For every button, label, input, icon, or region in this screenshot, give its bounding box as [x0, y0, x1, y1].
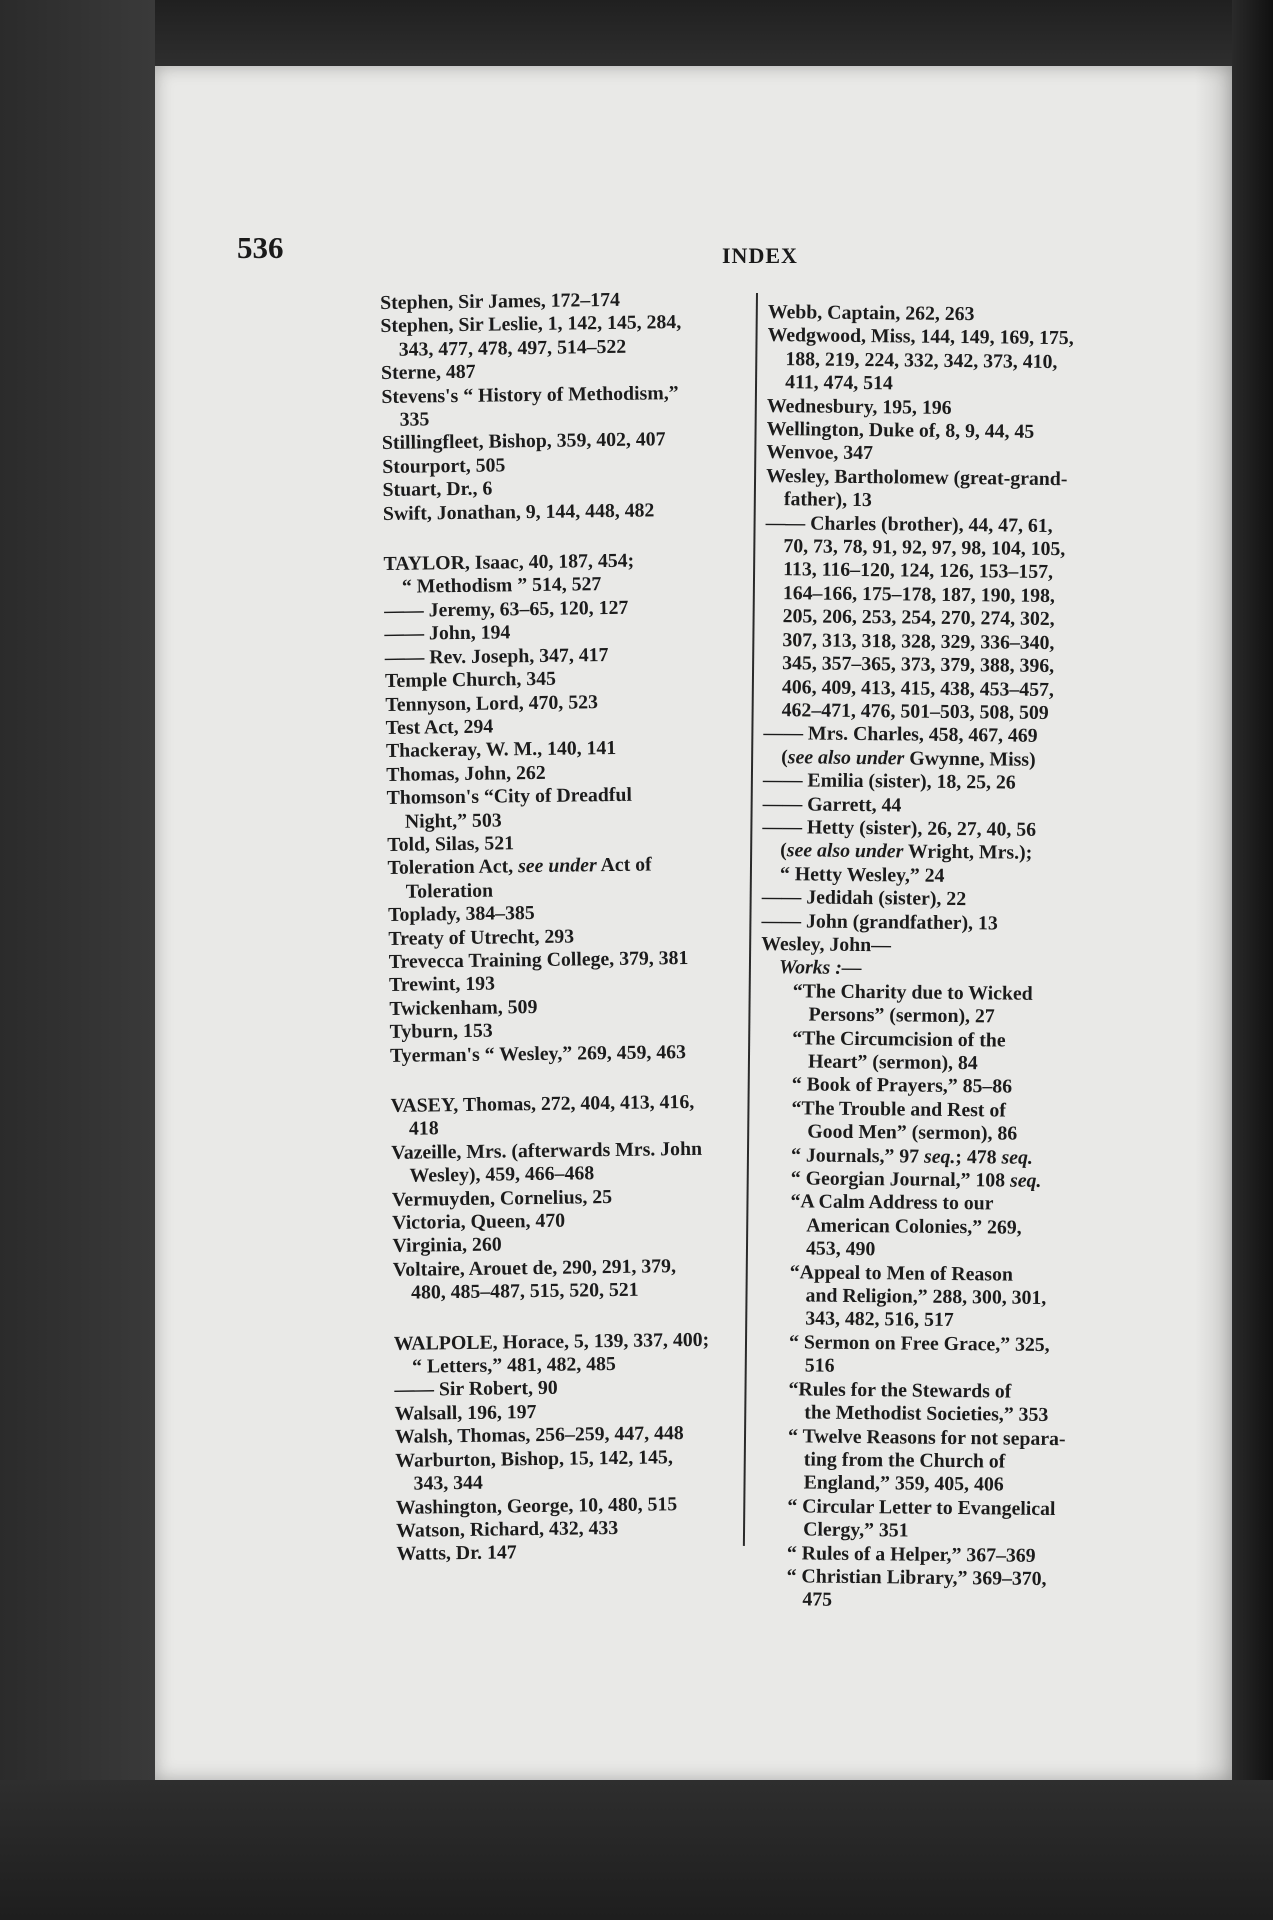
- index-entry-line: Thomas, John, 262: [386, 761, 546, 786]
- index-entry-line: father), 13: [783, 488, 872, 512]
- index-entry-line: Tyerman's “ Wesley,” 269, 459, 463: [389, 1040, 687, 1067]
- index-entry-line: Tyburn, 153: [389, 1019, 493, 1044]
- index-column-right: [754, 301, 1132, 1615]
- index-entry-line: —— Rev. Joseph, 347, 417: [384, 643, 609, 669]
- page-title: INDEX: [722, 243, 798, 268]
- index-entry-line: Stourport, 505: [382, 454, 506, 478]
- index-entry-line: 480, 485–487, 515, 520, 521: [410, 1278, 639, 1304]
- index-entry-line: “A Calm Address to our: [790, 1190, 994, 1215]
- index-entry-line: —— Charles (brother), 44, 47, 61,: [765, 511, 1053, 537]
- index-entry-line: Thackeray, W. M., 140, 141: [385, 737, 617, 763]
- index-entry-line: Wedgwood, Miss, 144, 149, 169, 175,: [767, 324, 1074, 350]
- index-entry-line: “ Sermon on Free Grace,” 325,: [788, 1331, 1050, 1356]
- index-entry-line: Treaty of Utrecht, 293: [388, 925, 575, 950]
- index-entry-line: 345, 357–365, 373, 379, 388, 396,: [782, 652, 1055, 678]
- index-entry-line: 335: [399, 408, 430, 431]
- index-entry-line: “Appeal to Men of Reason: [789, 1260, 1014, 1286]
- page-edge-shadow: [1195, 66, 1232, 1780]
- index-entry-line: England,” 359, 405, 406: [803, 1471, 1004, 1496]
- index-entry-line: “ Circular Letter to Evangelical: [787, 1494, 1056, 1520]
- scan-border-right: [1232, 0, 1273, 1920]
- index-entry-line: Swift, Jonathan, 9, 144, 448, 482: [382, 499, 655, 525]
- index-entry-line: Sterne, 487: [380, 360, 476, 385]
- index-entry-line: Wenvoe, 347: [766, 441, 874, 465]
- index-entry-line: “ Book of Prayers,” 85–86: [791, 1073, 1013, 1099]
- index-entry-line: Stillingfleet, Bishop, 359, 402, 407: [381, 428, 666, 455]
- index-entry-line: Warburton, Bishop, 15, 142, 145,: [395, 1445, 673, 1472]
- index-entry-line: Trevecca Training College, 379, 381: [388, 946, 689, 973]
- index-entry-line: 164–166, 175–178, 187, 190, 198,: [782, 582, 1056, 607]
- index-entry-line: WALPOLE, Horace, 5, 139, 337, 400;: [393, 1328, 710, 1355]
- index-entry-line: 205, 206, 253, 254, 270, 274, 302,: [782, 605, 1055, 631]
- index-entry-line: Stephen, Sir Leslie, 1, 142, 145, 284,: [380, 311, 682, 338]
- page-number: 536: [237, 230, 284, 265]
- index-entry-line: 113, 116–120, 124, 126, 153–157,: [783, 558, 1054, 584]
- index-entry-line: and Religion,” 288, 300, 301,: [805, 1284, 1047, 1310]
- index-entry-line: Test Act, 294: [385, 715, 494, 739]
- index-entry-line: “ Letters,” 481, 482, 485: [411, 1353, 617, 1378]
- index-entry-line: “ Journals,” 97 seq.; 478 seq.: [790, 1143, 1033, 1169]
- index-entry-line: Works :—: [778, 956, 862, 980]
- index-entry-line: 188, 219, 224, 332, 342, 373, 410,: [785, 347, 1058, 373]
- index-entry-line: Good Men” (sermon), 86: [807, 1120, 1018, 1145]
- index-entry-line: 343, 477, 478, 497, 514–522: [398, 335, 627, 361]
- index-entry-line: 406, 409, 413, 415, 438, 453–457,: [781, 675, 1055, 701]
- index-entry-line: —— John (grandfather), 13: [761, 909, 998, 935]
- index-entry-line: —— Sir Robert, 90: [394, 1377, 558, 1402]
- index-entry-line: Night,” 503: [404, 808, 502, 833]
- index-entry-line: 453, 490: [805, 1237, 876, 1261]
- index-entry-line: Temple Church, 345: [384, 667, 557, 693]
- index-entry-line: Walsall, 196, 197: [394, 1400, 537, 1425]
- index-entry-line: 411, 474, 514: [785, 371, 893, 395]
- index-entry-line: Stephen, Sir James, 172–174: [380, 288, 621, 314]
- index-entry-line: 418: [408, 1117, 439, 1141]
- index-entry-line: Toleration Act, see under Act of: [387, 853, 652, 880]
- index-entry-line: “The Trouble and Rest of: [791, 1097, 1006, 1122]
- index-entry-line: Wesley, John—: [761, 932, 892, 957]
- index-column-left: [380, 287, 753, 1566]
- index-entry-line: —— John, 194: [384, 621, 511, 646]
- index-entry-line: Voltaire, Arouet de, 290, 291, 379,: [392, 1255, 677, 1281]
- index-entry-line: “ Methodism ” 514, 527: [401, 573, 602, 599]
- index-entry-line: (see also under Gwynne, Miss): [781, 745, 1036, 771]
- index-entry-line: —— Jedidah (sister), 22: [761, 886, 967, 911]
- index-entry-line: “ Christian Library,” 369–370,: [786, 1565, 1047, 1590]
- index-entry-line: Trewint, 193: [388, 972, 496, 997]
- index-entry-line: 343, 344: [413, 1471, 483, 1495]
- index-entry-line: Toplady, 384–385: [388, 902, 535, 927]
- index-entry-line: Told, Silas, 521: [387, 832, 515, 856]
- index-entry-line: Victoria, Queen, 470: [392, 1209, 566, 1234]
- scan-border-left: [0, 0, 155, 1920]
- index-entry-line: Tennyson, Lord, 470, 523: [385, 690, 599, 716]
- index-entry-line: Wellington, Duke of, 8, 9, 44, 45: [766, 418, 1035, 443]
- index-entry-line: Wesley, Bartholomew (great-grand-: [766, 464, 1068, 490]
- index-entry-line: Vermuyden, Cornelius, 25: [391, 1185, 613, 1211]
- index-entry-line: Persons” (sermon), 27: [808, 1003, 995, 1028]
- index-entry-line: Watts, Dr. 147: [396, 1541, 517, 1566]
- index-entry-line: Walsh, Thomas, 256–259, 447, 448: [394, 1422, 684, 1449]
- index-entry-line: 462–471, 476, 501–503, 508, 509: [781, 699, 1049, 724]
- index-entry-line: Stuart, Dr., 6: [382, 477, 493, 502]
- index-entry-line: —— Mrs. Charles, 458, 467, 469: [763, 722, 1038, 748]
- index-entry-line: Twickenham, 509: [389, 995, 538, 1020]
- index-entry-line: “Rules for the Stewards of: [788, 1377, 1012, 1403]
- index-entry-line: Stevens's “ History of Methodism,”: [381, 381, 679, 408]
- index-entry-line: (see also under Wright, Mrs.);: [780, 839, 1033, 865]
- index-entry-line: Virginia, 260: [392, 1233, 502, 1258]
- index-entry-line: 343, 482, 516, 517: [805, 1307, 954, 1332]
- index-entry-line: Clergy,” 351: [803, 1518, 909, 1542]
- index-entry-line: Vazeille, Mrs. (afterwards Mrs. John: [391, 1137, 703, 1164]
- index-entry-line: “ Georgian Journal,” 108 seq.: [790, 1167, 1042, 1192]
- index-entry-line: Thomson's “City of Dreadful: [386, 783, 633, 810]
- index-entry-line: 307, 313, 318, 328, 329, 336–340,: [782, 628, 1055, 654]
- index-entry-line: Washington, George, 10, 480, 515: [395, 1492, 678, 1519]
- index-entry-line: —— Garrett, 44: [762, 792, 902, 816]
- index-entry-line: “ Hetty Wesley,” 24: [779, 862, 945, 887]
- scan-border-bottom: [0, 1780, 1273, 1920]
- index-entry-line: “The Charity due to Wicked: [792, 980, 1033, 1005]
- index-entry-line: the Methodist Societies,” 353: [804, 1401, 1049, 1427]
- index-entry-line: ting from the Church of: [803, 1448, 1006, 1473]
- index-entry-line: Webb, Captain, 262, 263: [767, 301, 975, 326]
- scan-border-top: [0, 0, 1273, 66]
- index-entry-line: American Colonies,” 269,: [806, 1214, 1022, 1239]
- index-entry-line: Toleration: [405, 879, 494, 903]
- index-entry-line: Wesley), 459, 466–468: [409, 1162, 595, 1187]
- index-entry-line: VASEY, Thomas, 272, 404, 413, 416,: [390, 1090, 695, 1117]
- index-entry-line: —— Emilia (sister), 18, 25, 26: [762, 769, 1016, 794]
- index-entry-line: 475: [802, 1588, 833, 1612]
- index-entry-line: 70, 73, 78, 91, 92, 97, 98, 104, 105,: [783, 535, 1066, 561]
- index-entry-line: “ Rules of a Helper,” 367–369: [786, 1541, 1036, 1567]
- index-entry-line: Wednesbury, 195, 196: [766, 394, 952, 419]
- index-entry-line: 516: [804, 1354, 835, 1378]
- index-entry-line: —— Hetty (sister), 26, 27, 40, 56: [762, 815, 1037, 841]
- index-entry-line: “The Circumcision of the: [792, 1026, 1006, 1052]
- index-entry-line: —— Jeremy, 63–65, 120, 127: [384, 596, 629, 622]
- index-entry-line: Heart” (sermon), 84: [807, 1050, 978, 1075]
- index-entry-line: Watson, Richard, 432, 433: [396, 1516, 619, 1542]
- index-entry-line: “ Twelve Reasons for not separa-: [788, 1424, 1066, 1450]
- index-entry-line: TAYLOR, Isaac, 40, 187, 454;: [383, 549, 635, 576]
